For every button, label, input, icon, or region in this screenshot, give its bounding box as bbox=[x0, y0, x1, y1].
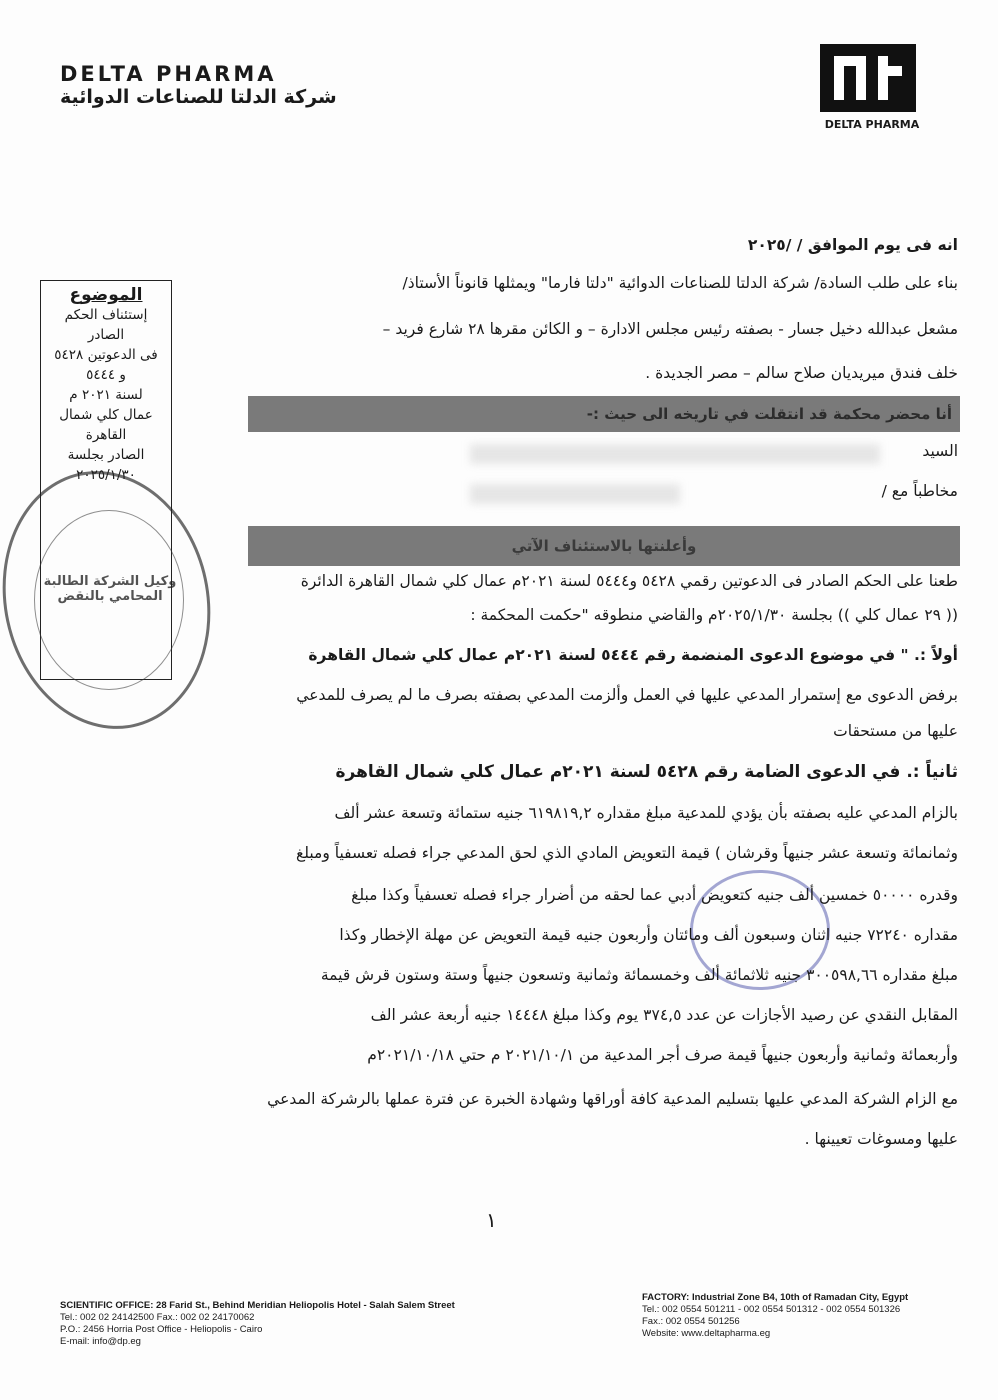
footer-line: P.O.: 2456 Horria Post Office - Heliopolis - Cairo bbox=[60, 1324, 263, 1335]
second-ruling-heading: ثانياً :. في الدعوى الضامة رقم ٥٤٢٨ لسنة ٢٠٢١م عمال كلي شمال القاهرة bbox=[335, 762, 958, 782]
body-line: بناء على طلب السادة/ شركة الدلتا للصناعات الدوائية "دلتا فارما" ويمثلها قانوناً الأستاذ/ bbox=[402, 274, 958, 292]
body-line: (( ٢٩ عمال كلي )) بجلسة ٢٠٢٥/١/٣٠م والقاضي منطوقه "حكمت المحكمة : bbox=[470, 606, 958, 624]
footer-line: E-mail: info@dp.eg bbox=[60, 1336, 141, 1347]
subject-line: القاهرة bbox=[85, 427, 127, 443]
bailiff-bar-text: أنا محضر محكمة قد انتقلت في تاريخه الى حيث :- bbox=[586, 405, 952, 423]
served-with-line: مخاطباً مع / bbox=[881, 482, 958, 500]
footer-line: SCIENTIFIC OFFICE: 28 Farid St., Behind Meridian Heliopolis Hotel - Salah Salem Street bbox=[60, 1300, 455, 1311]
body-line: عليها ومسوغات تعيينها . bbox=[804, 1130, 958, 1148]
body-line: مع الزام الشركة المدعي عليها بتسليم المدعية كافة أوراقها وشهادة الخبرة عن فترة عملها بالرشركة المدعي bbox=[267, 1090, 958, 1108]
page-number: ١ bbox=[486, 1208, 497, 1232]
body-line: عليها من مستحقات bbox=[833, 722, 958, 740]
body-line: مبلغ مقداره ٣٠٠٥٩٨,٦٦ جنيه ثلاثمائة ألف وخمسمائة وثمانية وتسعون جنيهاً وستة وستون قرش قيمة bbox=[320, 966, 958, 984]
company-name-ar: شركة الدلتا للصناعات الدوائية bbox=[60, 86, 337, 108]
first-ruling-heading: أولاً :. " في موضوع الدعوى المنضمة رقم ٥٤٤٤ لسنة ٢٠٢١م عمال كلي شمال القاهرة bbox=[308, 646, 958, 664]
redacted-area bbox=[470, 484, 680, 504]
subject-line: لسنة ٢٠٢١ م bbox=[69, 387, 143, 403]
footer-factory bbox=[642, 1292, 972, 1340]
footer-scientific-office bbox=[60, 1300, 520, 1348]
delta-pharma-logo bbox=[820, 44, 916, 112]
footer-line: FACTORY: Industrial Zone B4, 10th of Ramadan City, Egypt bbox=[642, 1292, 909, 1303]
subject-line: إستئناف الحكم bbox=[64, 307, 148, 323]
body-line: خلف فندق ميريديان صلاح سالم – مصر الجديدة . bbox=[645, 364, 958, 382]
appeal-heading-text: وأعلنتها بالاستئناف الآتي bbox=[511, 537, 697, 555]
footer-line: Tel.: 002 02 24142500 Fax.: 002 02 24170062 bbox=[60, 1312, 255, 1323]
subject-line: ٢٠٢٥/١/٣٠ bbox=[76, 467, 136, 483]
appeal-heading-bar bbox=[248, 526, 960, 566]
logo-caption: DELTA PHARMA bbox=[824, 118, 920, 131]
company-name-en: DELTA PHARMA bbox=[60, 62, 277, 86]
subject-line: و ٥٤٤٤ bbox=[86, 367, 126, 383]
footer-line: Website: www.deltapharma.eg bbox=[642, 1328, 771, 1339]
subject-line: عمال كلي شمال bbox=[59, 407, 153, 423]
footer-line: Fax.: 002 0554 501256 bbox=[642, 1316, 740, 1327]
redacted-area bbox=[470, 444, 880, 464]
bailiff-bar bbox=[248, 396, 960, 432]
subject-line: الصادر bbox=[87, 327, 125, 343]
body-line: وقدره ٥٠٠٠٠ خمسين ألف جنيه كتعويض أدبي عما لحقه من أضرار جراء فصله تعسفياً وكذا مبلغ bbox=[351, 886, 958, 904]
subject-line: فى الدعوتين ٥٤٢٨ bbox=[54, 347, 158, 363]
recipient-label: السيد bbox=[922, 442, 958, 460]
body-line: مشعل عبدالله دخيل جسار - بصفته رئيس مجلس الادارة – و الكائن مقرها ٢٨ شارع فريد – bbox=[382, 320, 958, 338]
subject-line: الصادر بجلسة bbox=[67, 447, 145, 463]
body-line: المقابل النقدي عن رصيد الأجازات عن عدد ٣٧٤,٥ يوم وكذا مبلغ ١٤٤٤٨ جنيه أربعة عشر الف bbox=[370, 1006, 958, 1024]
date-line: انه فى يوم الموافق / /٢٠٢٥ bbox=[747, 236, 958, 254]
body-line: طعنا على الحكم الصادر فى الدعوتين رقمي ٥٤٢٨ و٥٤٤٤ لسنة ٢٠٢١م عمال كلي شمال القاهرة الدائرة bbox=[300, 572, 958, 590]
body-line: مقداره ٧٢٢٤٠ جنيه اثنان وسبعون ألف ومائتان وأربعون جنيه قيمة التعويض عن مهلة الإخطار وكذا bbox=[339, 926, 958, 944]
body-line: برفض الدعوى مع إستمرار المدعي عليها في العمل وألزمت المدعي بصفته بصرف ما لم يصرف للمدعي bbox=[296, 686, 958, 704]
lawyer-stamp-text: وكيل الشركة الطالبة المحامي بالنقض bbox=[43, 574, 177, 604]
body-line: وثمانمائة وتسعة عشر جنيهاً وقرشان ) قيمة التعويض المادي الذي لحق المدعي جراء فصله تعسفياً ومبلغ bbox=[295, 844, 958, 862]
footer-line: Tel.: 002 0554 501211 - 002 0554 501312 - 002 0554 501326 bbox=[642, 1304, 901, 1315]
body-line: وأربعمائة وثمانية وأربعون جنيهاً قيمة صرف أجر المدعية من ٢٠٢١/١٠/١ م حتي ٢٠٢١/١٠/١٨م bbox=[367, 1046, 958, 1064]
subject-title: الموضوع bbox=[69, 285, 143, 305]
body-line: بالزام المدعي عليه بصفته بأن يؤدي للمدعية مبلغ مقداره ٦١٩٨١٩,٢ جنيه ستمائة وتسعة عشر ألف bbox=[334, 804, 958, 822]
